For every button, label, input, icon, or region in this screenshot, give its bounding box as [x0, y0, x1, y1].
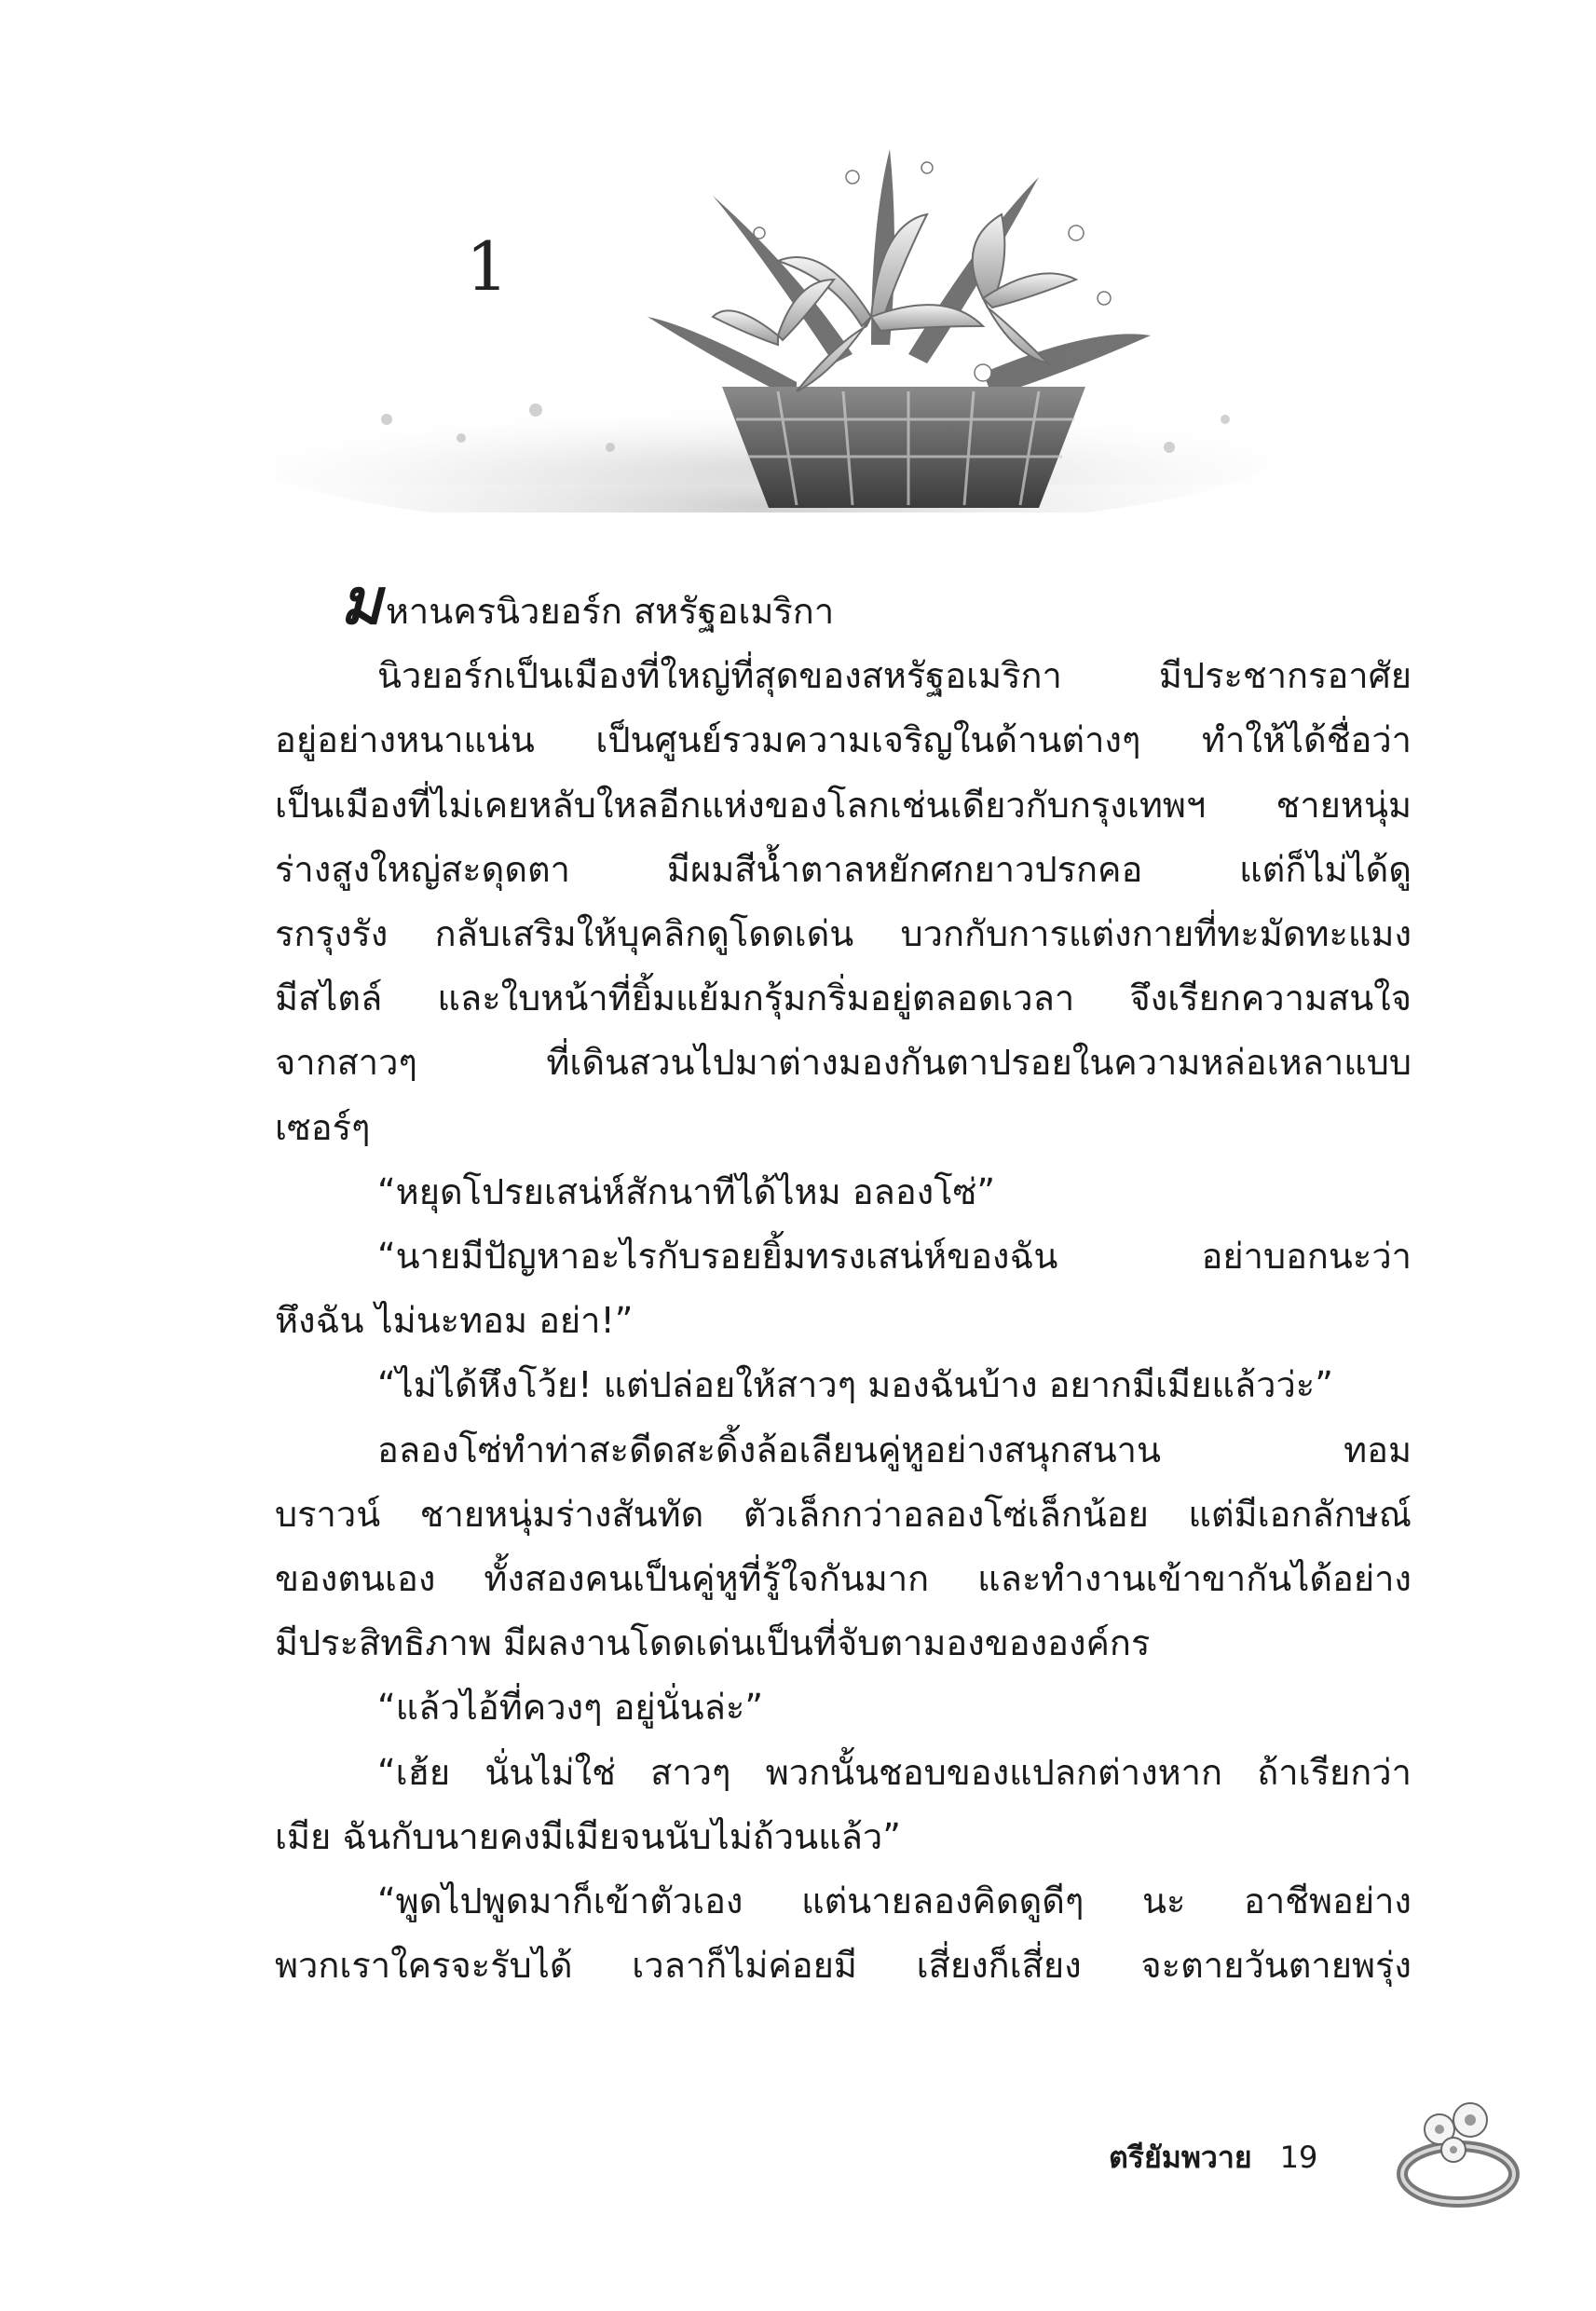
paragraph — [275, 1224, 1412, 1353]
page-footer — [1109, 2134, 1317, 2181]
text-line: หึงฉัน ไม่นะทอม อย่า!” — [275, 1300, 634, 1342]
chapter-number: 1 — [466, 227, 509, 306]
paragraph: “ไม่ได้หึงโว้ย! แต่ปล่อยให้สาวๆ มองฉันบ้าง อยากมีเมียแล้วว่ะ” — [377, 1364, 1333, 1406]
text-line: จากสาวๆ ที่เดินสวนไปมาต่างมองกันตาปรอยในความหล่อเหลาแบบ — [275, 1042, 1412, 1084]
text-line: หานครนิวยอร์ก สหรัฐอเมริกา — [385, 591, 835, 632]
text-line: อยู่อย่างหนาแน่น เป็นศูนย์รวมความเจริญในด้านต่างๆ ทำให้ได้ชื่อว่า — [275, 719, 1412, 761]
text-line: ร่างสูงใหญ่สะดุดตา มีผมสีน้ำตาลหยักศกยาวปรกคอ แต่ก็ไม่ได้ดู — [275, 848, 1412, 890]
diamond-ring-icon — [1388, 2092, 1528, 2213]
text-line: มีประสิทธิภาพ มีผลงานโดดเด่นเป็นที่จับตามองขององค์กร — [275, 1622, 1151, 1664]
paragraph: “หยุดโปรยเสน่ห์สักนาทีได้ไหม อลองโซ่” — [377, 1170, 996, 1212]
text-line: ของตนเอง ทั้งสองคนเป็นคู่หูที่รู้ใจกันมาก และทำงานเข้าขากันได้อย่าง — [275, 1558, 1412, 1600]
text-line: เมีย ฉันกับนายคงมีเมียจนนับไม่ถ้วนแล้ว” — [275, 1815, 901, 1857]
text-line: มีสไตล์ และใบหน้าที่ยิ้มแย้มกรุ้มกริ่มอยู่ตลอดเวลา จึงเรียกความสนใจ — [275, 978, 1412, 1019]
text-line: อลองโซ่ทำท่าสะดีดสะดิ้งล้อเลียนคู่หูอย่างสนุกสนาน ทอม — [377, 1429, 1412, 1470]
text-line: บราวน์ ชายหนุ่มร่างสันทัด ตัวเล็กกว่าอลองโซ่เล็กน้อย แต่มีเอกลักษณ์ — [275, 1493, 1412, 1535]
drop-cap: ม — [340, 565, 382, 639]
text-line: “พูดไปพูดมาก็เข้าตัวเอง แต่นายลองคิดดูดีๆ นะ อาชีพอย่าง — [377, 1880, 1412, 1922]
paragraph — [275, 644, 1412, 1160]
paragraph — [275, 1741, 1412, 1869]
body-text — [275, 565, 1412, 1998]
paragraph: “แล้วไอ้ที่ควงๆ อยู่นั่นล่ะ” — [377, 1687, 764, 1729]
paragraph — [275, 565, 1412, 644]
lily-basket-illustration — [275, 140, 1477, 513]
text-line: พวกเราใครจะรับได้ เวลาก็ไม่ค่อยมี เสี่ยงก็เสี่ยง จะตายวันตายพรุ่ง — [275, 1945, 1412, 1987]
paragraph — [275, 1869, 1412, 1998]
text-line: “เฮ้ย นั่นไม่ใช่ สาวๆ พวกนั้นชอบของแปลกต่างหาก ถ้าเรียกว่า — [377, 1751, 1412, 1793]
text-line: เป็นเมืองที่ไม่เคยหลับใหลอีกแห่งของโลกเช่นเดียวกับกรุงเทพฯ ชายหนุ่ม — [275, 784, 1412, 826]
text-line: “นายมีปัญหาอะไรกับรอยยิ้มทรงเสน่ห์ของฉัน อย่าบอกนะว่า — [377, 1236, 1412, 1278]
text-line: นิวยอร์กเป็นเมืองที่ใหญ่ที่สุดของสหรัฐอเมริกา มีประชากรอาศัย — [377, 655, 1412, 697]
book-title: ตรียัมพวาย — [1109, 2140, 1252, 2175]
page-number: 19 — [1279, 2140, 1318, 2175]
paragraph — [275, 1418, 1412, 1676]
text-line: เซอร์ๆ — [275, 1106, 371, 1148]
text-line: รกรุงรัง กลับเสริมให้บุคลิกดูโดดเด่น บวกกับการแต่งกายที่ทะมัดทะแมง — [275, 913, 1412, 955]
